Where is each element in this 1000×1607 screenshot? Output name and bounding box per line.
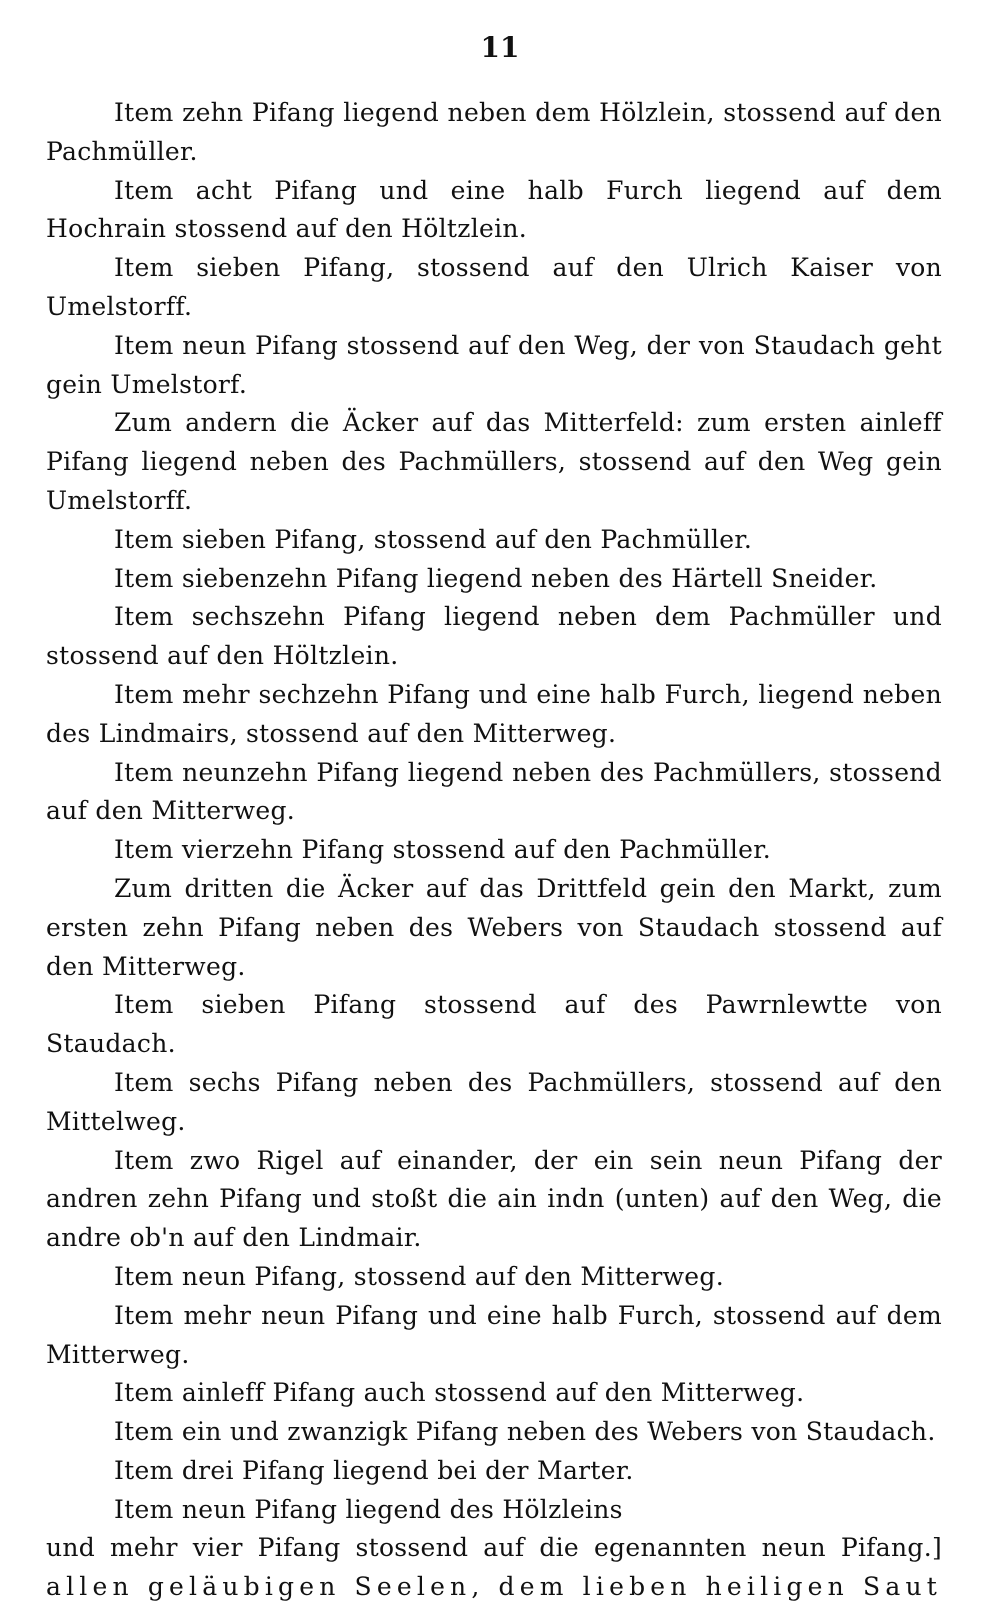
paragraph: Zum dritten die Äcker auf das Drittfeld gein den Markt, zum ersten zehn Pifang neben des Webers von Staudach stossend auf den Mitterweg. xyxy=(46,873,942,981)
paragraph: Item sieben Pifang, stossend auf den Ulrich Kaiser von Umelstorff. xyxy=(46,253,942,321)
paragraph: Item neunzehn Pifang liegend neben des Pachmüllers, stossend auf den Mitterweg. xyxy=(46,757,942,826)
paragraph: Item mehr neun Pifang und eine halb Furch, stossend auf dem Mitterweg. xyxy=(46,1300,942,1369)
paragraph: Item zehn Pifang liegend neben dem Hölzlein, stossend auf den Pachmüller. xyxy=(46,98,942,166)
paragraph: Item ein und zwanzigk Pifang neben des Webers von Staudach. xyxy=(114,1417,936,1447)
paragraph: Item drei Pifang liegend bei der Marter. xyxy=(114,1455,634,1485)
paragraph: Item siebenzehn Pifang liegend neben des Härtell Sneider. xyxy=(114,563,878,593)
paragraph: Item mehr sechzehn Pifang und eine halb Furch, liegend neben des Lindmairs, stossend auf den Mitterweg. xyxy=(46,679,942,748)
page-number: 11 xyxy=(480,31,520,64)
paragraph: Item sieben Pifang stossend auf des Pawrnlewtte von Staudach. xyxy=(46,990,942,1059)
paragraph: Item ainleff Pifang auch stossend auf den Mitterweg. xyxy=(114,1378,805,1408)
paragraph: Item acht Pifang und eine halb Furch liegend auf dem Hochrain stossend auf den Höltzlein. xyxy=(46,175,942,244)
paragraph: und mehr vier Pifang stossend auf die egenannten neun Pifang.] xyxy=(46,1533,942,1563)
paragraph: Item zwo Rigel auf einander, der ein sein neun Pifang der andren zehn Pifang und stoßt die ain indn (unten) auf den Weg, die andre ob'n auf den Lindmair. xyxy=(46,1145,942,1253)
paragraph: Item sechszehn Pifang liegend neben dem Pachmüller und stossend auf den Höltzlein. xyxy=(46,602,942,671)
paragraph: Item neun Pifang, stossend auf den Mitterweg. xyxy=(114,1261,724,1291)
paragraph-spaced: allen geläubigen Seelen, dem lieben heiligen Saut xyxy=(46,1572,942,1602)
paragraph: Item vierzehn Pifang stossend auf den Pachmüller. xyxy=(114,835,772,865)
paragraph: Item sieben Pifang, stossend auf den Pachmüller. xyxy=(114,524,753,554)
paragraph: Item sechs Pifang neben des Pachmüllers, stossend auf den Mittelweg. xyxy=(46,1067,942,1136)
paragraph: Item neun Pifang stossend auf den Weg, der von Staudach geht gein Umelstorf. xyxy=(46,330,942,399)
body-text xyxy=(46,94,942,1607)
paragraph: Zum andern die Äcker auf das Mitterfeld: zum ersten ainleff Pifang liegend neben des Pachmüllers, stossend auf den Weg gein Umelstorff. xyxy=(46,408,942,515)
paragraph: Item neun Pifang liegend des Hölzleins xyxy=(114,1494,623,1524)
